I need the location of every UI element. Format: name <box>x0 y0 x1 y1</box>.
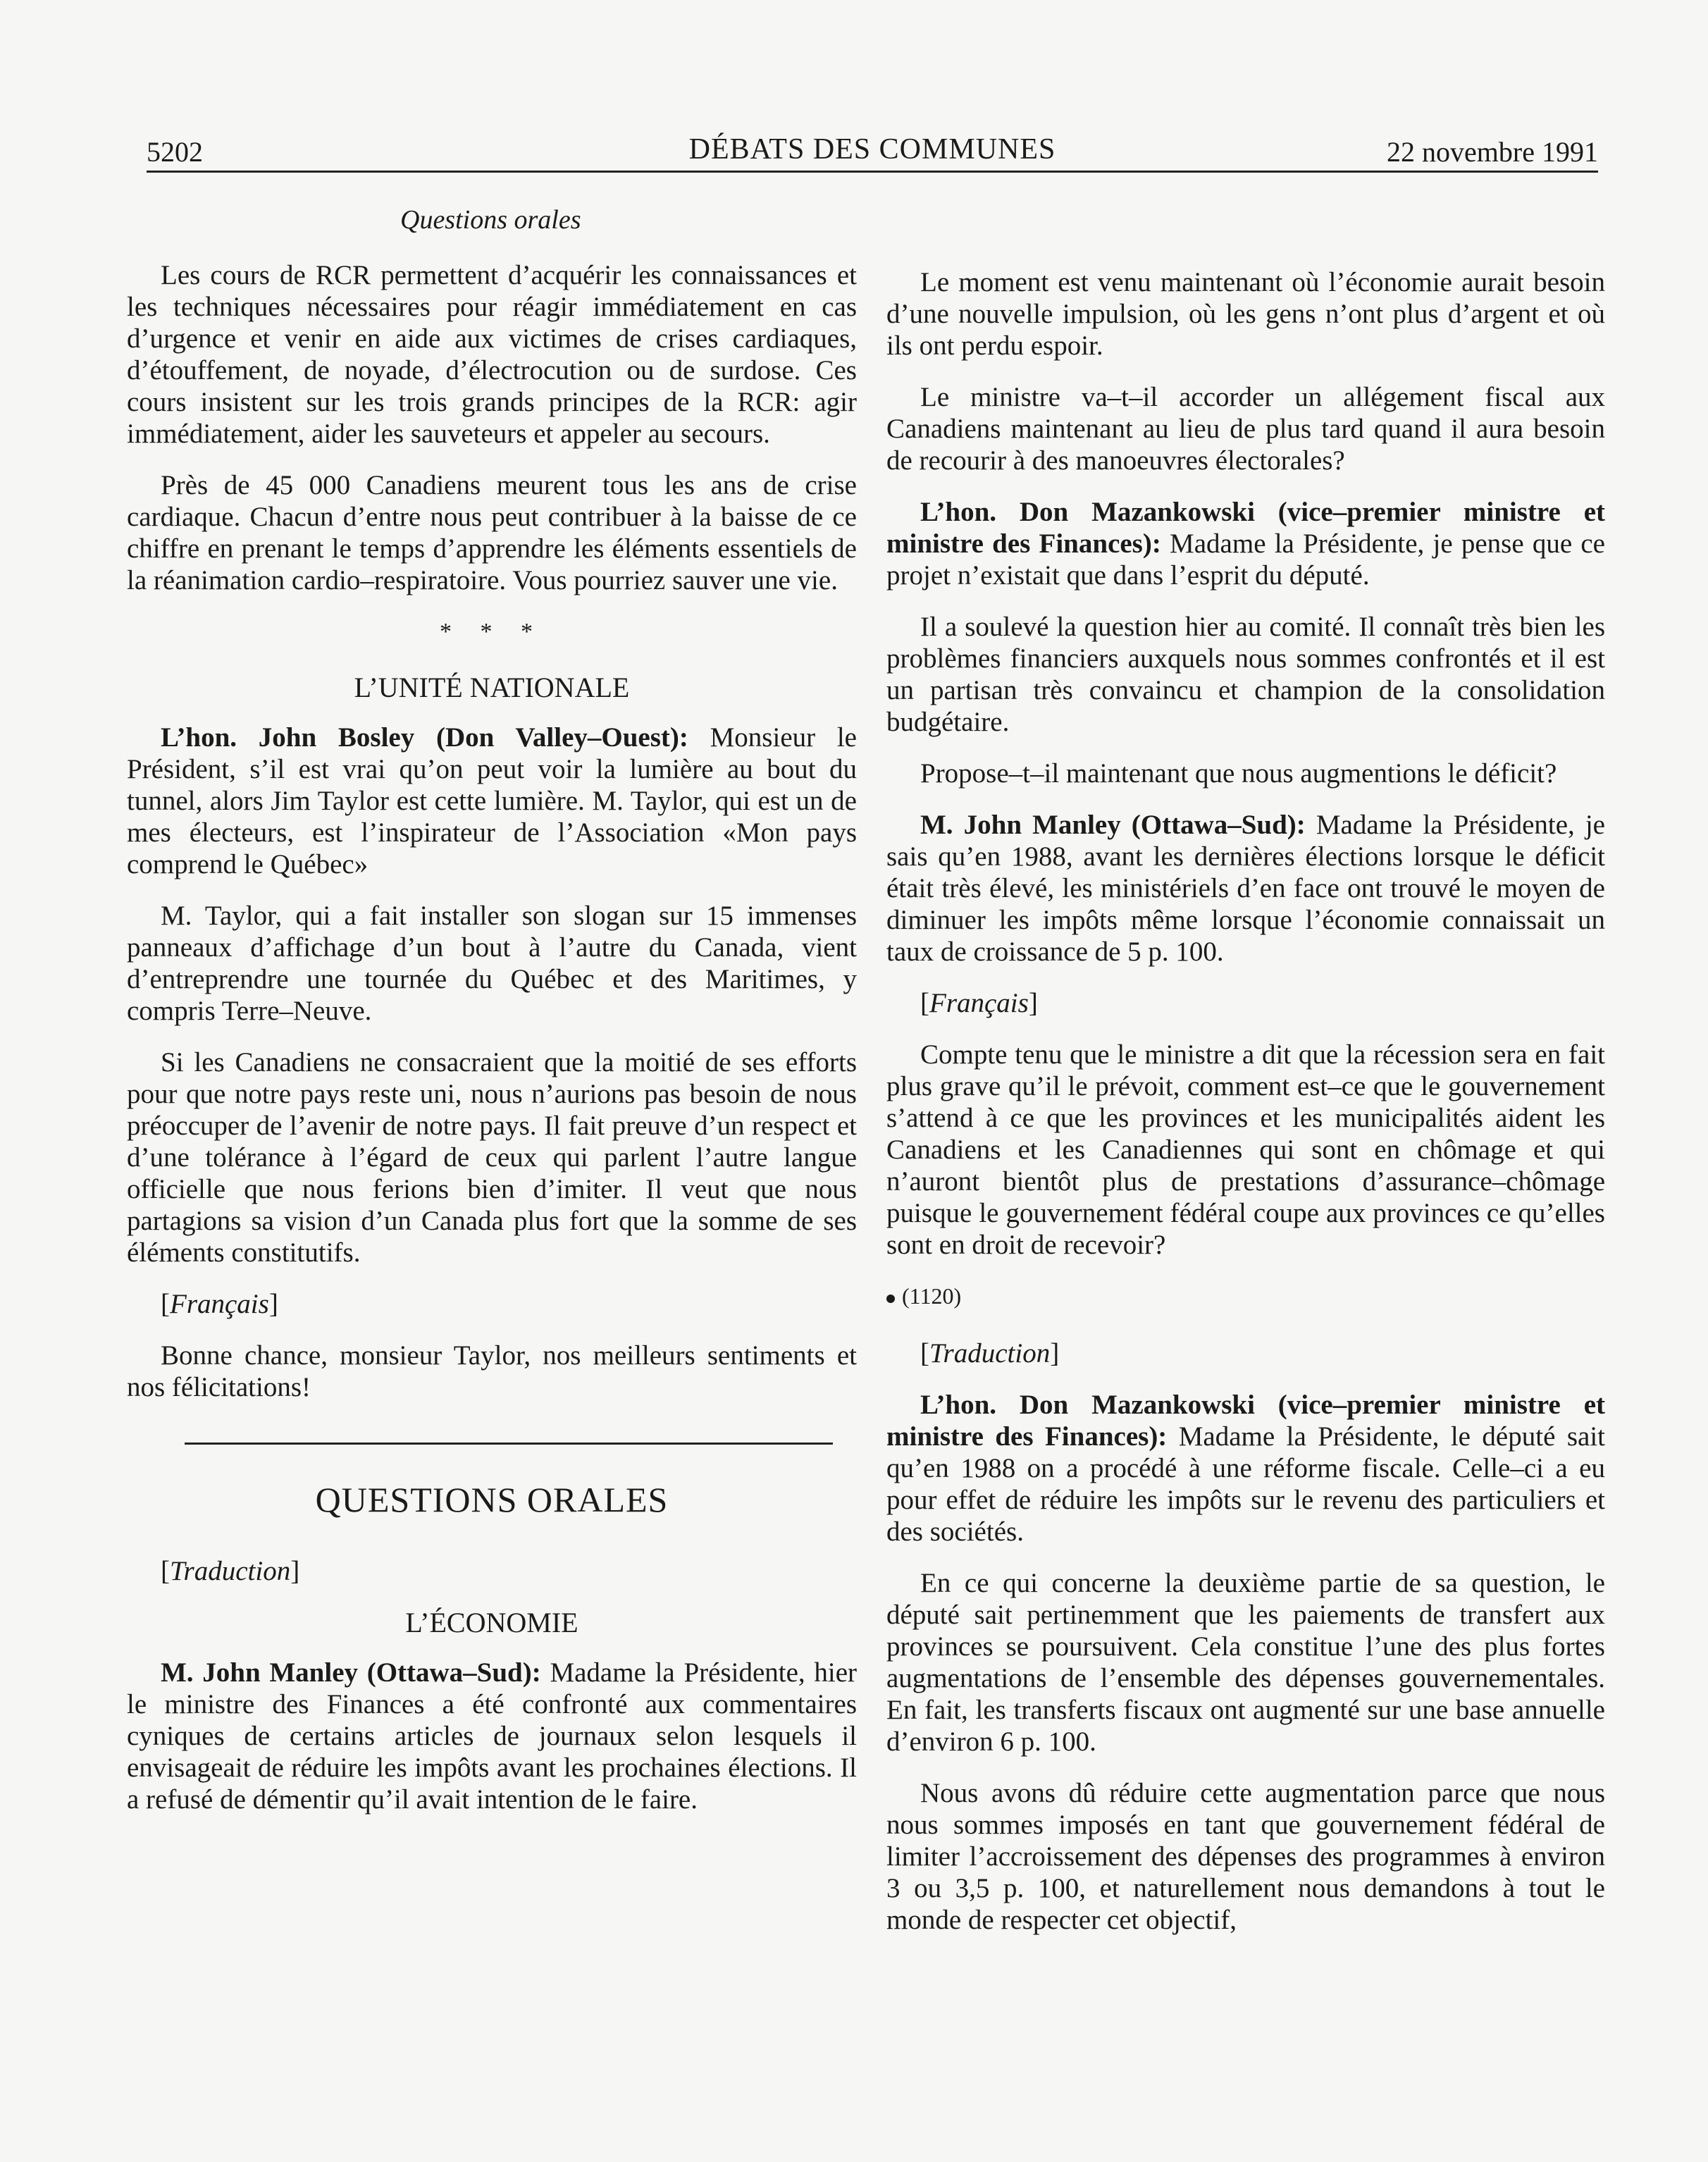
page-number: 5202 <box>147 136 203 168</box>
language-tag: [Français] <box>920 988 1038 1018</box>
language-tag-text: Traduction <box>929 1338 1051 1369</box>
paragraph: Nous avons dû réduire cette augmentation parce que nous nous sommes imposés en tant que gouvernement fédéral de limiter l’accroissement des dépenses des programmes à environ 3 ou 3,5 p. 100, et naturellement nous demandons à tout le monde de respecter cet objectif, <box>886 1778 1605 1935</box>
main-heading: QUESTIONS ORALES <box>315 1480 669 1519</box>
running-head: Questions orales <box>400 205 581 235</box>
paragraph: Près de 45 000 Canadiens meurent tous les ans de crise cardiaque. Chacun d’entre nous peut contribuer à la baisse de ce chiffre en prenant le temps d’apprendre les éléments essentiels de la réanimation cardio–respiratoire. Vous pourriez sauver une vie. <box>127 470 857 595</box>
time-marker-text: (1120) <box>902 1283 962 1309</box>
page-header <box>147 132 1598 169</box>
paragraph: Bonne chance, monsieur Taylor, nos meilleurs sentiments et nos félicitations! <box>127 1340 857 1402</box>
bullet-icon <box>886 1295 895 1303</box>
speech-text: Madame la Présidente, le député sait qu’en 1988 on a procédé à une réforme fiscale. Celle–ci a eu pour effet de réduire les impôts sur le revenu des particuliers et des sociétés. <box>886 1421 1605 1547</box>
speaker-name: L’hon. Don Mazankowski (vice–premier ministre et ministre des Finances): <box>886 497 1605 559</box>
speech-text: Madame la Présidente, je sais qu’en 1988, avant les dernières élections lorsque le déficit était très élevé, les ministériels d’en face ont trouvé le moyen de diminuer les impôts même lorsque l’économie connaissait un taux de croissance de 5 p. 100. <box>886 810 1605 967</box>
speech-text: Monsieur le Président, s’il est vrai qu’on peut voir la lumière au bout du tunnel, alors Jim Taylor est cette lumière. M. Taylor, qui est un de mes électeurs, est l’inspirateur de l’Association «Mon pays comprend le Québec» <box>127 722 857 879</box>
speaker-name: M. John Manley (Ottawa–Sud): <box>920 810 1306 840</box>
language-tag: [Traduction] <box>920 1338 1060 1369</box>
language-tag-text: Français <box>170 1289 269 1319</box>
paragraph: Si les Canadiens ne consacraient que la moitié de ses efforts pour que notre pays reste uni, nous n’aurions pas besoin de nous préoccuper de l’avenir de notre pays. Il fait preuve d’un respect et d’une tolérance à l’égard de ceux qui parlent l’autre langue officielle que nous ferions bien d’imiter. Il veut que nous partagions sa vision d’un Canada plus fort que la somme de ses éléments constitutifs. <box>127 1047 857 1268</box>
paragraph: Compte tenu que le ministre a dit que la récession sera en fait plus grave qu’il le prévoit, comment est–ce que le gouvernement s’attend à ce que les provinces et les municipalités aident les Canadiens et les Canadiennes qui sont en chômage et qui n’auront bientôt plus de prestations d’assurance–chômage puisque le gouvernement fédéral coupe aux provinces ce qu’elles sont en droit de recevoir? <box>886 1039 1605 1260</box>
paragraph: Il a soulevé la question hier au comité. Il connaît très bien les problèmes financiers auxquels nous sommes confrontés et il est un partisan très convaincu et champion de la consolidation budgétaire. <box>886 612 1605 737</box>
speech-paragraph <box>127 1657 857 1815</box>
language-tag-text: Français <box>929 988 1029 1018</box>
language-tag-text: Traduction <box>170 1556 291 1586</box>
right-column <box>886 266 1605 1956</box>
section-heading: L’ÉCONOMIE <box>405 1607 578 1638</box>
speech-text: Madame la Présidente, je pense que ce projet n’existait que dans l’esprit du député. <box>886 529 1605 591</box>
header-rule <box>147 171 1598 173</box>
speaker-name: L’hon. John Bosley (Don Valley–Ouest): <box>161 722 688 753</box>
speaker-name: L’hon. Don Mazankowski (vice–premier ministre et ministre des Finances): <box>886 1390 1605 1452</box>
paragraph: Propose–t–il maintenant que nous augmentions le déficit? <box>920 758 1557 789</box>
speech-paragraph <box>127 722 857 880</box>
left-column <box>127 259 857 1835</box>
paragraph: En ce qui concerne la deuxième partie de sa question, le député sait pertinemment que les paiements de transfert aux provinces se poursuivent. Cela constitue l’une des plus fortes augmentations de l’ensemble des dépenses gouvernementales. En fait, les transferts fiscaux ont augmenté sur une base annuelle d’environ 6 p. 100. <box>886 1568 1605 1757</box>
paragraph: Les cours de RCR permettent d’acquérir les connaissances et les techniques nécessaires pour réagir immédiatement en cas d’urgence et venir en aide aux victimes de crises cardiaques, d’étouffement, de noyade, d’électrocution ou de surdose. Ces cours insistent sur les trois grands principes de la RCR: agir immédiatement, aider les sauveteurs et appeler au secours. <box>127 260 857 449</box>
journal-title: DÉBATS DES COMMUNES <box>688 133 1056 166</box>
speech-text: Madame la Présidente, hier le ministre des Finances a été confronté aux commentaires cyniques de certains articles de journaux selon lesquels il envisageait de réduire les impôts avant les prochaines élections. Il a refusé de démentir qu’il avait intention de le faire. <box>127 1657 858 1815</box>
speaker-name: M. John Manley (Ottawa–Sud): <box>161 1657 541 1688</box>
section-heading: L’UNITÉ NATIONALE <box>354 672 630 703</box>
language-tag: [Traduction] <box>161 1556 300 1586</box>
paragraph: M. Taylor, qui a fait installer son slogan sur 15 immenses panneaux d’affichage d’un bout à l’autre du Canada, vient d’entreprendre une tournée du Québec et des Maritimes, y compris Terre–Neuve. <box>127 901 857 1026</box>
speech-paragraph <box>886 496 1605 591</box>
time-marker <box>886 1280 1605 1312</box>
speech-paragraph <box>886 809 1605 968</box>
section-separator: * * * <box>440 619 544 645</box>
paragraph: Le ministre va–t–il accorder un allégement fiscal aux Canadiens maintenant au lieu de plus tard quand il aura besoin de recourir à des manoeuvres électorales? <box>886 382 1605 476</box>
paragraph: Le moment est venu maintenant où l’économie aurait besoin d’une nouvelle impulsion, où les gens n’ont plus d’argent et où ils ont perdu espoir. <box>886 267 1605 361</box>
page-date: 22 novembre 1991 <box>1387 136 1598 168</box>
section-rule <box>185 1443 833 1445</box>
speech-paragraph <box>886 1389 1605 1548</box>
language-tag: [Français] <box>161 1289 278 1319</box>
